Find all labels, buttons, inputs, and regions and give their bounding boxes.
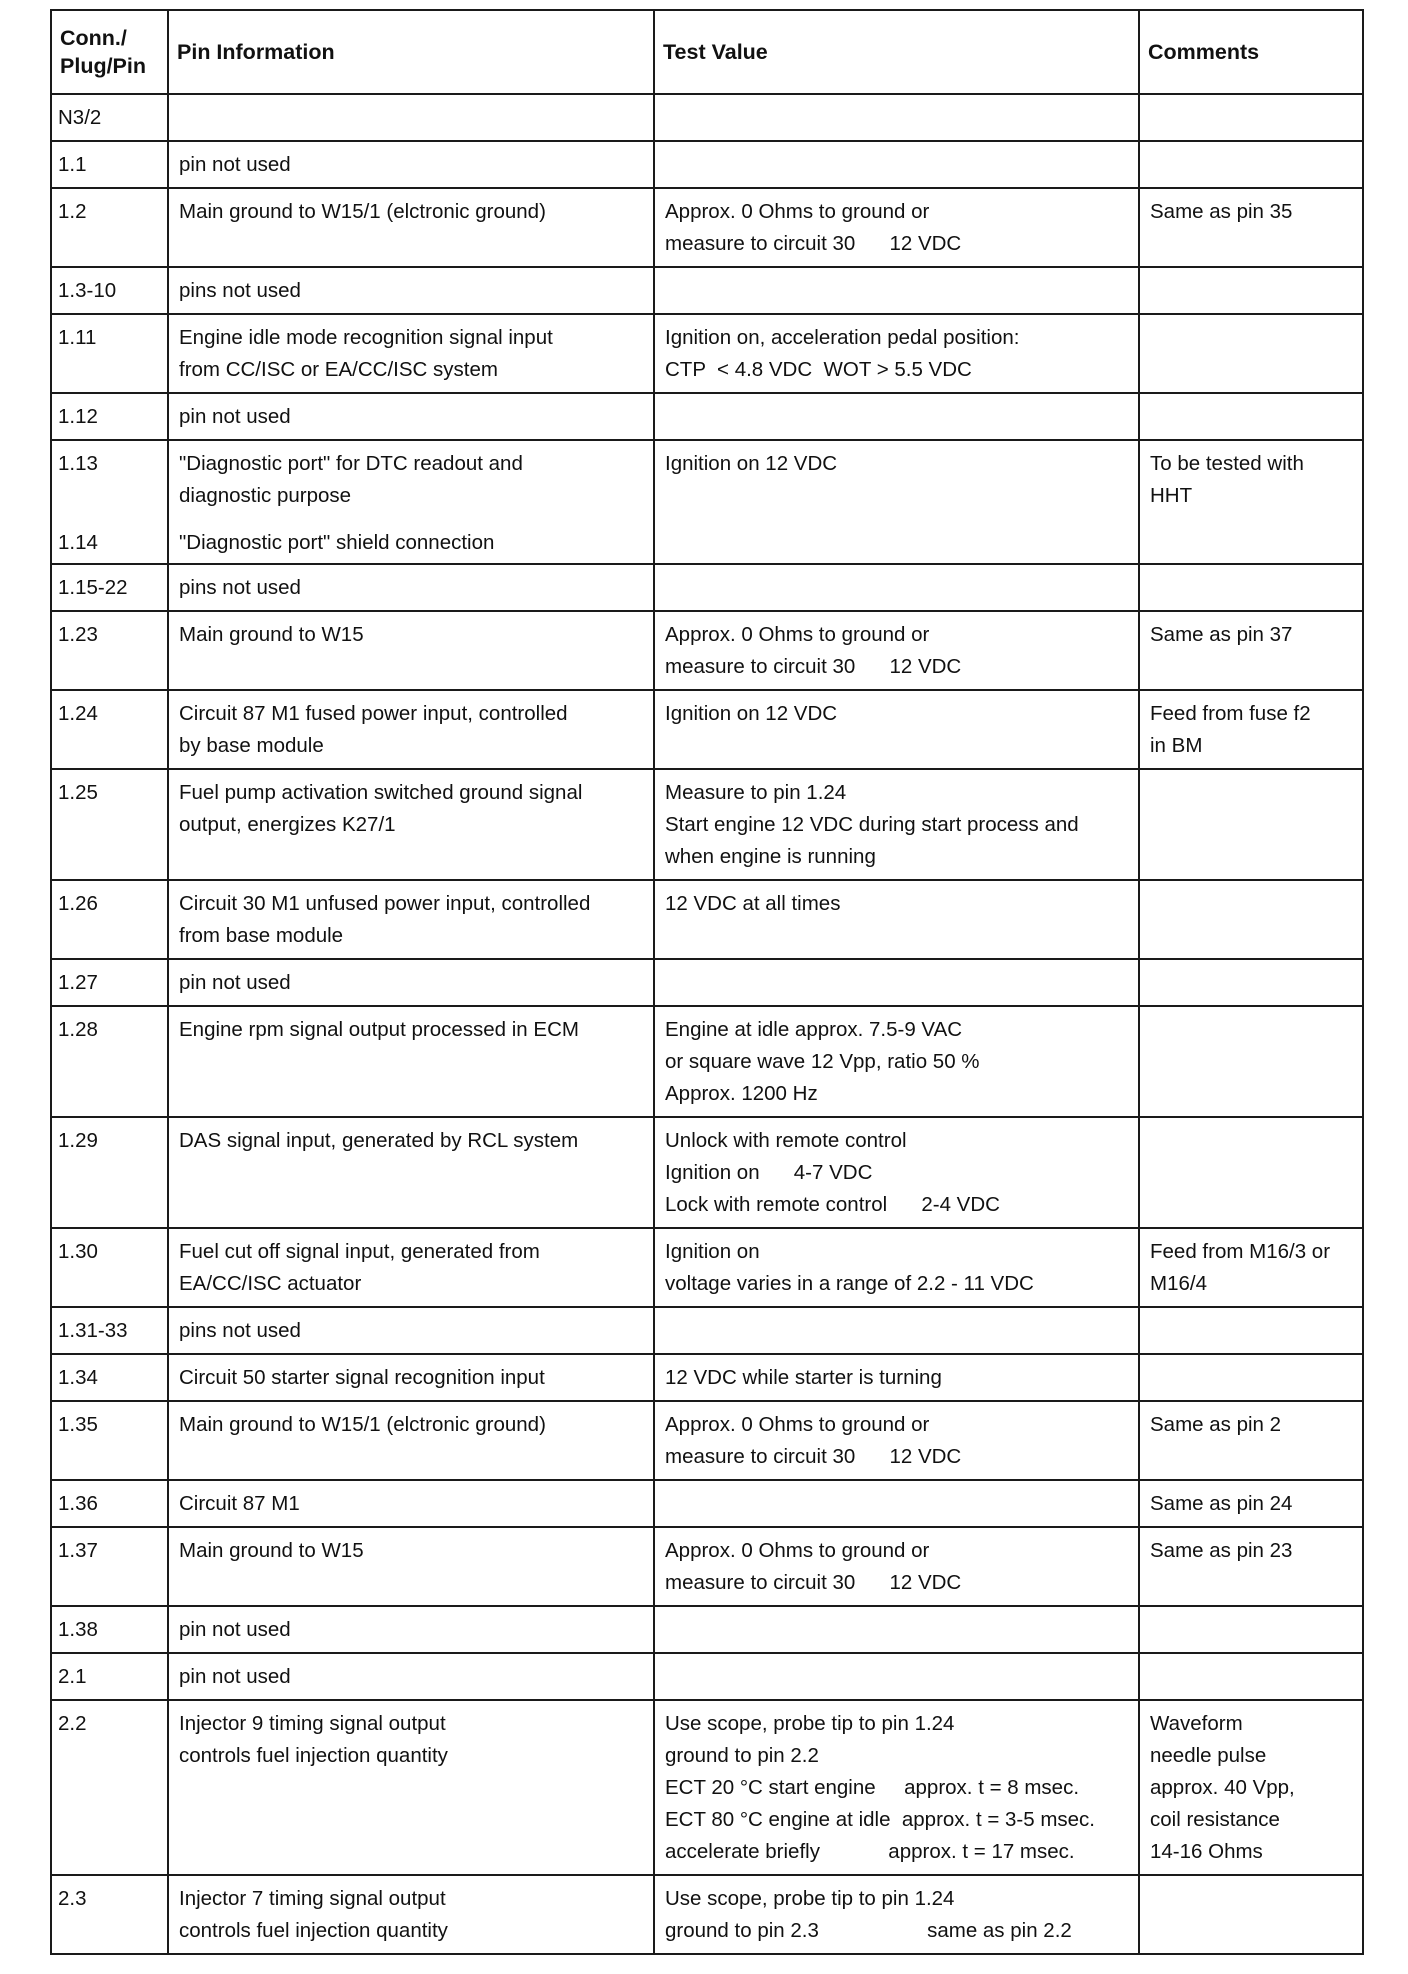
cell-line: Approx. 0 Ohms to ground or (665, 1413, 930, 1436)
cell-line: pin not used (179, 971, 291, 994)
cell-test-value (654, 1875, 1139, 1954)
cell-line: 1.2 (58, 200, 87, 223)
cell-line: controls fuel injection quantity (179, 1919, 448, 1942)
cell-pin (51, 959, 168, 1006)
cell-test-value (654, 141, 1139, 188)
cell-line: accelerate briefly approx. t = 17 msec. (665, 1840, 1075, 1863)
cell-line: Ignition on 12 VDC (665, 702, 838, 725)
cell-pin (51, 94, 168, 141)
cell-pin-info (168, 880, 654, 959)
cell-comments (1139, 393, 1363, 440)
cell-line: 1.24 (58, 702, 98, 725)
cell-line: measure to circuit 30 12 VDC (665, 1571, 962, 1594)
cell-comments (1139, 959, 1363, 1006)
cell-line: 1.11 (58, 326, 97, 349)
table-row (51, 1527, 1363, 1606)
cell-line: Fuel cut off signal input, generated from (179, 1240, 540, 1263)
cell-line: measure to circuit 30 12 VDC (665, 232, 962, 255)
cell-line: ECT 20 °C start engine approx. t = 8 msec. (665, 1776, 1080, 1799)
cell-line: Approx. 0 Ohms to ground or (665, 1539, 930, 1562)
cell-pin (51, 611, 168, 690)
cell-pin (51, 314, 168, 393)
cell-line: Ignition on, acceleration pedal position: (665, 326, 1020, 349)
cell-pin-info (168, 94, 654, 141)
cell-line: To be tested with (1150, 452, 1304, 475)
cell-comments (1139, 267, 1363, 314)
cell-pin-info (168, 393, 654, 440)
cell-line: pins not used (179, 1319, 301, 1342)
cell-line: 1.28 (58, 1018, 98, 1041)
cell-comments (1139, 1606, 1363, 1653)
cell-line: 1.13 (58, 452, 98, 475)
cell-line: Measure to pin 1.24 (665, 781, 847, 804)
cell-pin (51, 393, 168, 440)
cell-line: Fuel pump activation switched ground signal (179, 781, 583, 804)
cell-comments (1139, 141, 1363, 188)
table-row (51, 611, 1363, 690)
cell-line: Approx. 1200 Hz (665, 1082, 818, 1105)
cell-line: pins not used (179, 279, 301, 302)
cell-pin-info (168, 1117, 654, 1228)
cell-line: Circuit 87 M1 fused power input, controlled (179, 702, 568, 725)
cell-comments (1139, 1117, 1363, 1228)
cell-line: 12 VDC at all times (665, 892, 841, 915)
table-row (51, 94, 1363, 141)
cell-pin-info (168, 1653, 654, 1700)
header-test-value: Test Value (654, 10, 1139, 94)
cell-line: Use scope, probe tip to pin 1.24 (665, 1887, 955, 1910)
cell-pin-info (168, 188, 654, 267)
cell-line: when engine is running (665, 845, 876, 868)
cell-pin-info (168, 141, 654, 188)
table-row (51, 314, 1363, 393)
cell-line: M16/4 (1150, 1272, 1207, 1295)
cell-line: Main ground to W15/1 (elctronic ground) (179, 1413, 546, 1436)
cell-spacer (58, 480, 159, 512)
cell-test-value (654, 564, 1139, 611)
cell-pin (51, 188, 168, 267)
cell-line: HHT (1150, 484, 1193, 507)
cell-line: Engine idle mode recognition signal input (179, 326, 553, 349)
cell-line: Waveform (1150, 1712, 1243, 1735)
cell-line: Ignition on 12 VDC (665, 452, 838, 475)
cell-line: "Diagnostic port" for DTC readout and (179, 452, 523, 475)
cell-line: pin not used (179, 1665, 291, 1688)
cell-line: DAS signal input, generated by RCL system (179, 1129, 579, 1152)
cell-line: 1.34 (58, 1366, 98, 1389)
table-row (51, 393, 1363, 440)
cell-line: Approx. 0 Ohms to ground or (665, 623, 930, 646)
cell-pin-info (168, 267, 654, 314)
table-row (51, 141, 1363, 188)
cell-line: Engine at idle approx. 7.5-9 VAC (665, 1018, 963, 1041)
cell-line: 2.1 (58, 1665, 87, 1688)
cell-test-value (654, 611, 1139, 690)
cell-test-value (654, 959, 1139, 1006)
cell-test-value (654, 1354, 1139, 1401)
cell-pin (51, 690, 168, 769)
table-row (51, 1354, 1363, 1401)
cell-line: "Diagnostic port" shield connection (179, 531, 495, 554)
cell-line: ground to pin 2.3 same as pin 2.2 (665, 1919, 1072, 1942)
cell-pin-info (168, 611, 654, 690)
cell-comments (1139, 564, 1363, 611)
cell-test-value (654, 1653, 1139, 1700)
cell-comments (1139, 188, 1363, 267)
table-row (51, 267, 1363, 314)
cell-spacer (58, 512, 159, 527)
table-row (51, 1307, 1363, 1354)
cell-line: pin not used (179, 1618, 291, 1641)
cell-line: Approx. 0 Ohms to ground or (665, 200, 930, 223)
table-row (51, 1700, 1363, 1875)
cell-line: Same as pin 35 (1150, 200, 1293, 223)
header-comments: Comments (1139, 10, 1363, 94)
cell-comments (1139, 1527, 1363, 1606)
cell-pin-info (168, 1401, 654, 1480)
cell-line: Same as pin 23 (1150, 1539, 1293, 1562)
header-row (51, 10, 1363, 94)
cell-pin-info (168, 1006, 654, 1117)
cell-pin (51, 1875, 168, 1954)
table-row (51, 1875, 1363, 1954)
cell-line: or square wave 12 Vpp, ratio 50 % (665, 1050, 980, 1073)
cell-comments (1139, 1307, 1363, 1354)
cell-comments (1139, 1354, 1363, 1401)
cell-pin-info (168, 959, 654, 1006)
table-row (51, 1117, 1363, 1228)
cell-test-value (654, 769, 1139, 880)
cell-line: 1.14 (58, 531, 98, 554)
cell-pin (51, 1480, 168, 1527)
cell-comments (1139, 1700, 1363, 1875)
cell-pin (51, 1606, 168, 1653)
cell-line: EA/CC/ISC actuator (179, 1272, 362, 1295)
cell-line: from base module (179, 924, 344, 947)
cell-comments (1139, 1480, 1363, 1527)
cell-line: 1.36 (58, 1492, 98, 1515)
cell-line: 1.35 (58, 1413, 98, 1436)
cell-comments (1139, 1653, 1363, 1700)
cell-line: CTP < 4.8 VDC WOT > 5.5 VDC (665, 358, 972, 381)
table-row (51, 959, 1363, 1006)
cell-line: Main ground to W15/1 (elctronic ground) (179, 200, 546, 223)
cell-comments (1139, 1006, 1363, 1117)
cell-line: 1.38 (58, 1618, 98, 1641)
cell-test-value (654, 1307, 1139, 1354)
table-row (51, 1401, 1363, 1480)
table-row (51, 440, 1363, 564)
cell-pin-info (168, 769, 654, 880)
cell-line: measure to circuit 30 12 VDC (665, 655, 962, 678)
cell-line: Use scope, probe tip to pin 1.24 (665, 1712, 955, 1735)
cell-line: 12 VDC while starter is turning (665, 1366, 942, 1389)
cell-comments (1139, 1875, 1363, 1954)
table-row (51, 1606, 1363, 1653)
cell-line: 1.3-10 (58, 279, 117, 302)
cell-pin (51, 1006, 168, 1117)
cell-line: Same as pin 24 (1150, 1492, 1293, 1515)
cell-pin (51, 267, 168, 314)
cell-line: voltage varies in a range of 2.2 - 11 VDC (665, 1272, 1034, 1295)
cell-line: Ignition on (665, 1240, 760, 1263)
table-row (51, 769, 1363, 880)
header-conn: Conn./ Plug/Pin (51, 10, 168, 94)
cell-pin-info (168, 690, 654, 769)
cell-pin (51, 880, 168, 959)
cell-line: controls fuel injection quantity (179, 1744, 448, 1767)
table-row (51, 880, 1363, 959)
cell-line: 1.30 (58, 1240, 98, 1263)
cell-test-value (654, 267, 1139, 314)
cell-line: in BM (1150, 734, 1203, 757)
cell-line: Ignition on 4-7 VDC (665, 1161, 873, 1184)
cell-line: Same as pin 37 (1150, 623, 1293, 646)
table-row (51, 690, 1363, 769)
cell-line: 1.15-22 (58, 576, 128, 599)
cell-line: 1.1 (58, 153, 87, 176)
cell-line: Main ground to W15 (179, 623, 364, 646)
cell-comments (1139, 1401, 1363, 1480)
cell-pin (51, 1228, 168, 1307)
table-row (51, 1228, 1363, 1307)
cell-line: 2.2 (58, 1712, 87, 1735)
cell-line: Circuit 30 M1 unfused power input, controlled (179, 892, 591, 915)
cell-spacer (179, 512, 645, 527)
cell-pin-info (168, 440, 654, 564)
cell-line: Unlock with remote control (665, 1129, 907, 1152)
cell-test-value (654, 1480, 1139, 1527)
cell-line: N3/2 (58, 106, 102, 129)
cell-pin-info (168, 1700, 654, 1875)
cell-line: 14-16 Ohms (1150, 1840, 1263, 1863)
cell-comments (1139, 769, 1363, 880)
cell-line: Feed from M16/3 or (1150, 1240, 1331, 1263)
cell-test-value (654, 393, 1139, 440)
cell-pin-info (168, 314, 654, 393)
cell-comments (1139, 94, 1363, 141)
cell-comments (1139, 611, 1363, 690)
cell-line: 1.26 (58, 892, 98, 915)
cell-test-value (654, 690, 1139, 769)
cell-line: 1.25 (58, 781, 98, 804)
cell-pin-info (168, 1606, 654, 1653)
header-pin-info: Pin Information (168, 10, 654, 94)
cell-pin (51, 1653, 168, 1700)
cell-line: Circuit 87 M1 (179, 1492, 300, 1515)
cell-test-value (654, 1228, 1139, 1307)
cell-test-value (654, 880, 1139, 959)
cell-line: 2.3 (58, 1887, 87, 1910)
cell-line: output, energizes K27/1 (179, 813, 396, 836)
cell-line: Start engine 12 VDC during start process and (665, 813, 1079, 836)
cell-pin (51, 1527, 168, 1606)
cell-line: Injector 9 timing signal output (179, 1712, 446, 1735)
cell-pin (51, 564, 168, 611)
cell-line: needle pulse (1150, 1744, 1267, 1767)
cell-pin (51, 1117, 168, 1228)
cell-line: Feed from fuse f2 (1150, 702, 1311, 725)
table-row (51, 1480, 1363, 1527)
cell-test-value (654, 94, 1139, 141)
cell-line: ground to pin 2.2 (665, 1744, 819, 1767)
cell-line: Engine rpm signal output processed in ECM (179, 1018, 579, 1041)
cell-pin (51, 141, 168, 188)
table-row (51, 1006, 1363, 1117)
table-row (51, 1653, 1363, 1700)
cell-pin-info (168, 1480, 654, 1527)
cell-line: measure to circuit 30 12 VDC (665, 1445, 962, 1468)
cell-line: from CC/ISC or EA/CC/ISC system (179, 358, 498, 381)
cell-pin-info (168, 564, 654, 611)
cell-test-value (654, 1700, 1139, 1875)
cell-line: 1.37 (58, 1539, 98, 1562)
cell-line: Lock with remote control 2-4 VDC (665, 1193, 1000, 1216)
cell-pin-info (168, 1875, 654, 1954)
cell-line: Main ground to W15 (179, 1539, 364, 1562)
cell-line: pin not used (179, 405, 291, 428)
cell-pin (51, 1307, 168, 1354)
cell-line: pin not used (179, 153, 291, 176)
cell-test-value (654, 314, 1139, 393)
cell-line: 1.12 (58, 405, 98, 428)
cell-pin (51, 440, 168, 564)
cell-comments (1139, 690, 1363, 769)
cell-pin (51, 1401, 168, 1480)
cell-comments (1139, 440, 1363, 564)
cell-comments (1139, 314, 1363, 393)
cell-pin-info (168, 1307, 654, 1354)
cell-line: diagnostic purpose (179, 484, 352, 507)
pin-table (50, 9, 1364, 1955)
cell-test-value (654, 1527, 1139, 1606)
cell-comments (1139, 1228, 1363, 1307)
cell-line: ECT 80 °C engine at idle approx. t = 3-5 msec. (665, 1808, 1095, 1831)
cell-test-value (654, 1606, 1139, 1653)
cell-line: Circuit 50 starter signal recognition input (179, 1366, 545, 1389)
cell-line: 1.23 (58, 623, 98, 646)
cell-test-value (654, 1006, 1139, 1117)
cell-line: approx. 40 Vpp, (1150, 1776, 1295, 1799)
table-row (51, 564, 1363, 611)
cell-line: Injector 7 timing signal output (179, 1887, 446, 1910)
cell-line: coil resistance (1150, 1808, 1280, 1831)
cell-line: pins not used (179, 576, 301, 599)
cell-pin (51, 769, 168, 880)
cell-pin-info (168, 1354, 654, 1401)
cell-pin-info (168, 1228, 654, 1307)
cell-pin (51, 1700, 168, 1875)
cell-test-value (654, 1401, 1139, 1480)
cell-pin (51, 1354, 168, 1401)
cell-line: by base module (179, 734, 324, 757)
cell-line: 1.29 (58, 1129, 98, 1152)
cell-line: Same as pin 2 (1150, 1413, 1282, 1436)
cell-line: 1.27 (58, 971, 98, 994)
cell-pin-info (168, 1527, 654, 1606)
cell-test-value (654, 1117, 1139, 1228)
cell-test-value (654, 440, 1139, 564)
cell-comments (1139, 880, 1363, 959)
cell-test-value (654, 188, 1139, 267)
table-row (51, 188, 1363, 267)
cell-line: 1.31-33 (58, 1319, 128, 1342)
